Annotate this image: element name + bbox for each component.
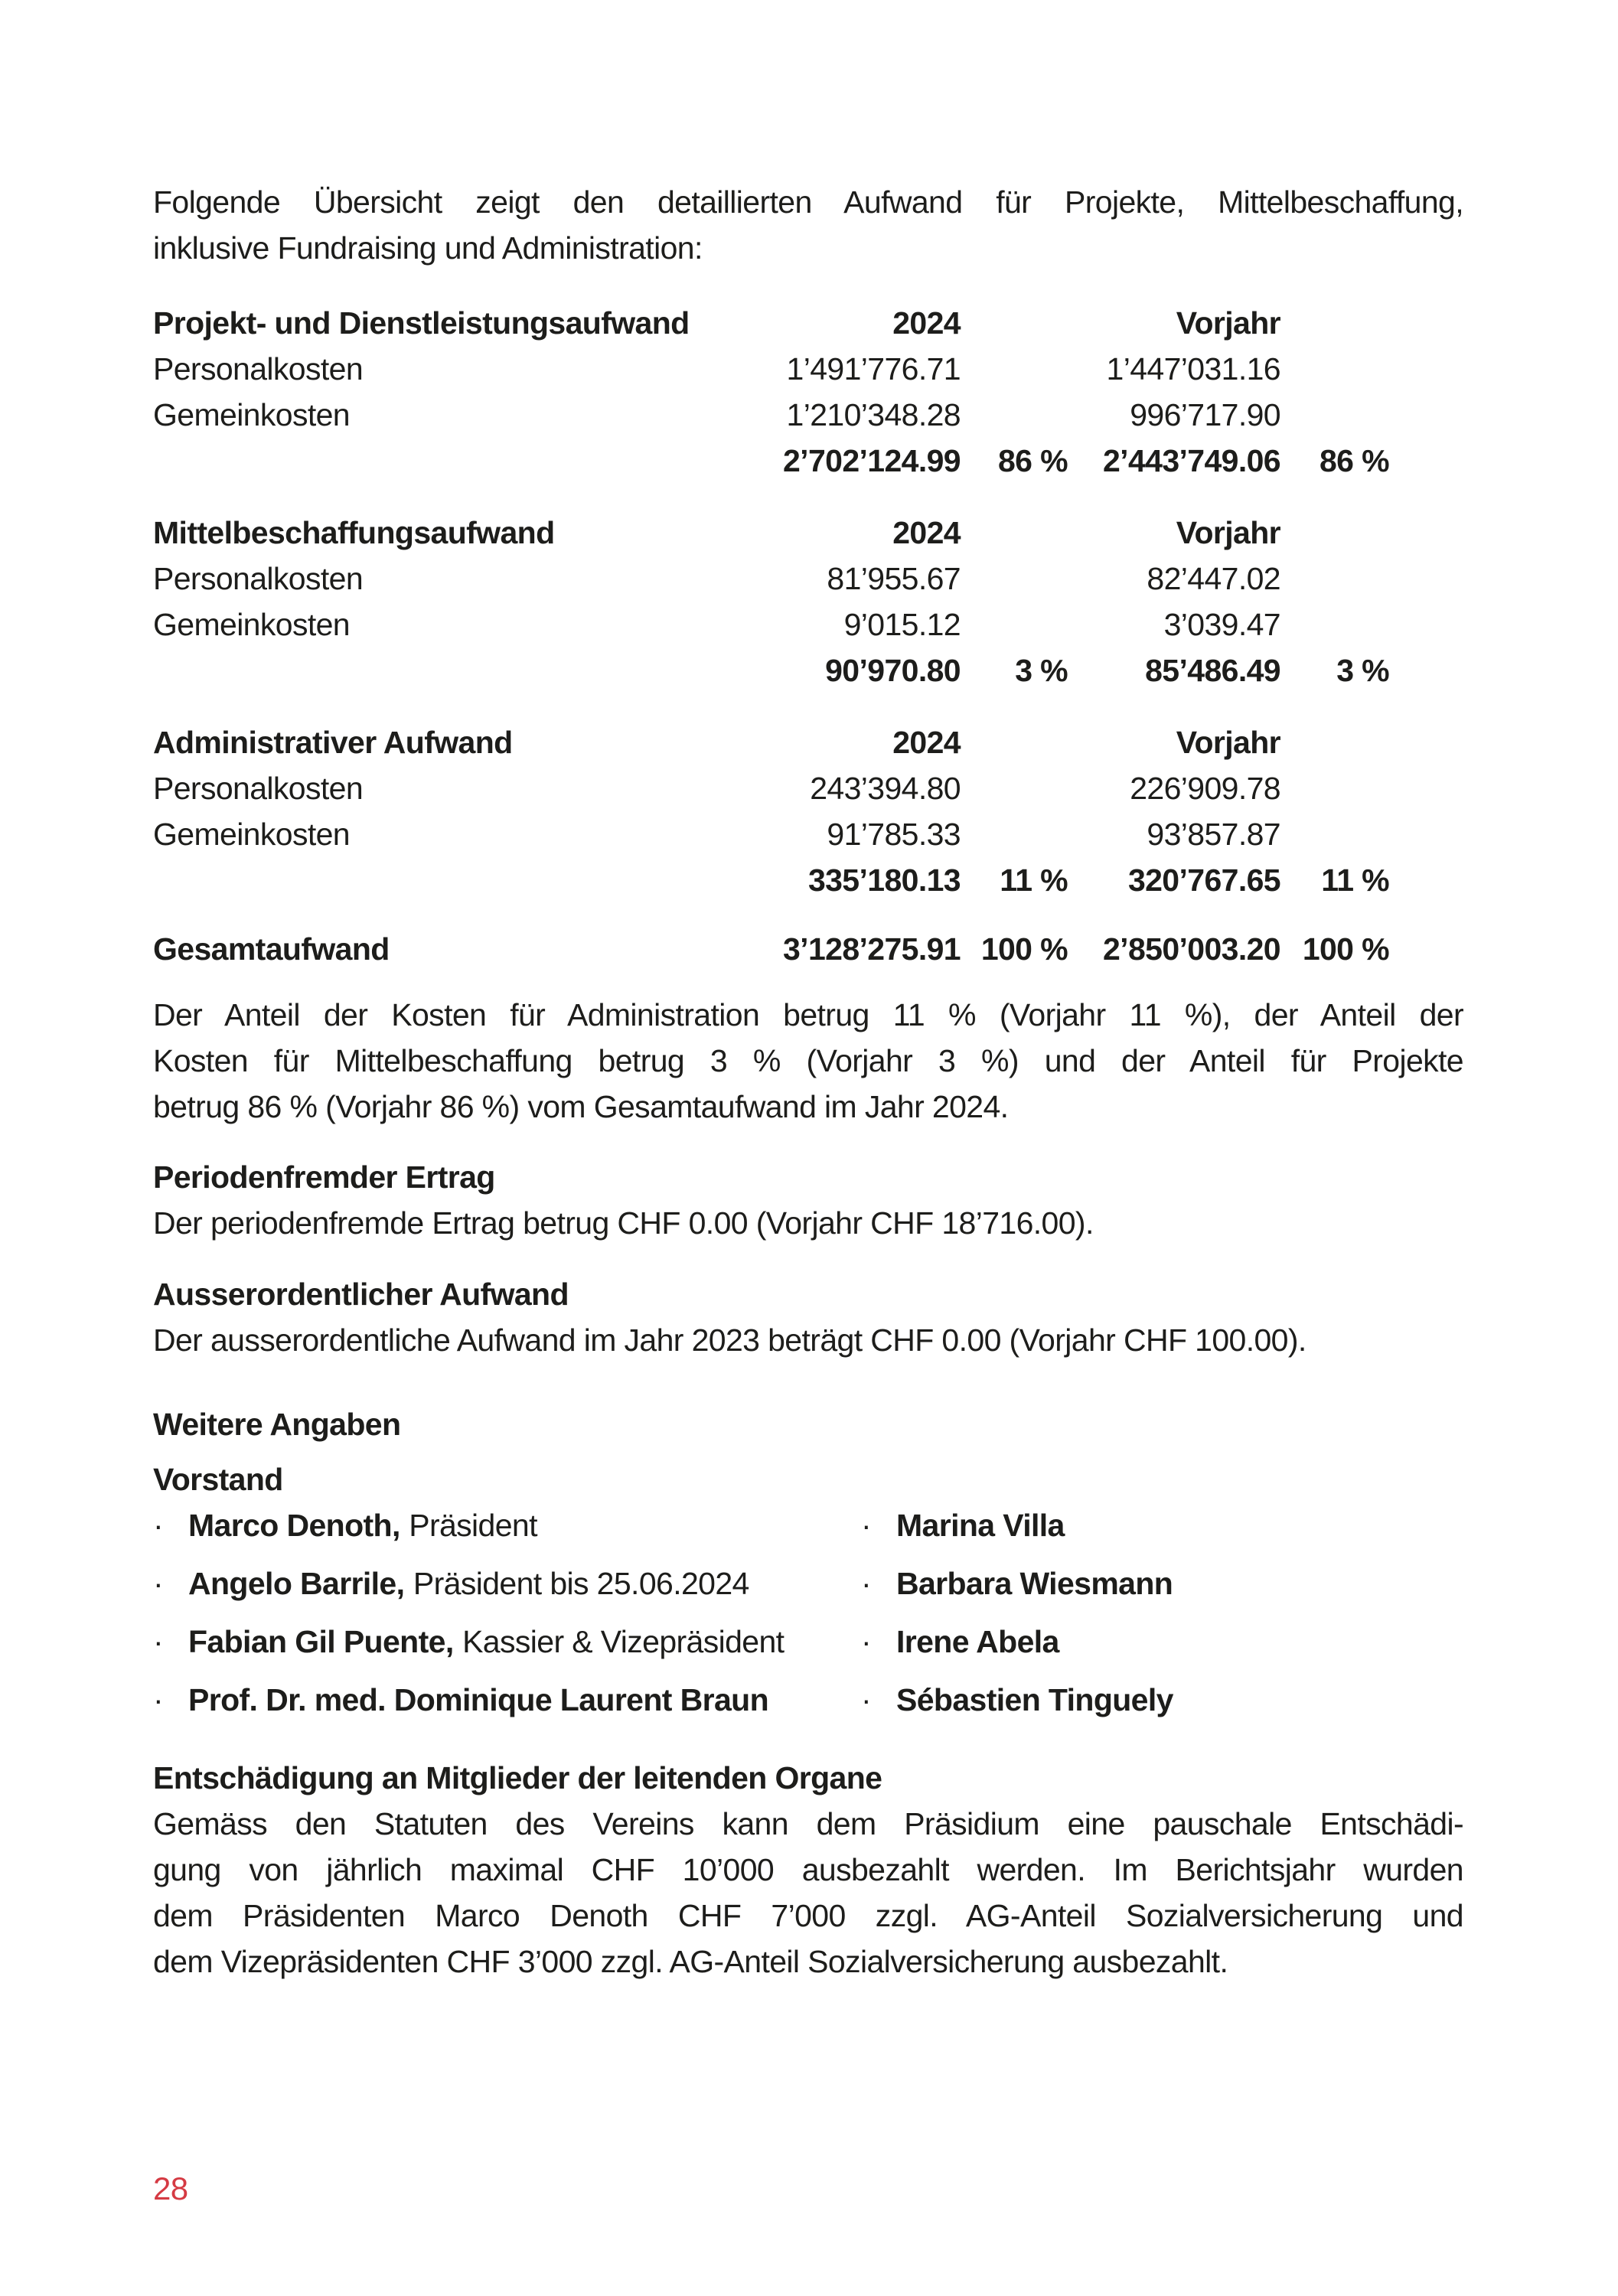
board-member-name: Prof. Dr. med. Dominique Laurent Braun: [188, 1682, 768, 1717]
list-item: [153, 1619, 861, 1665]
grand-total-label: Gesamtaufwand: [153, 931, 390, 967]
board-column-left: [153, 1502, 861, 1735]
table-row: [153, 765, 1463, 811]
intro-paragraph: [153, 179, 1463, 271]
column-header-vorjahr: Vorjahr: [1176, 515, 1280, 550]
grand-total-row: [153, 926, 1463, 972]
paragraph-line: Folgende Übersicht zeigt den detaillierten Aufwand für Projekte, Mittelbeschaffung,: [153, 184, 1463, 220]
table-row: [153, 602, 1463, 647]
board-member-name: Sébastien Tinguely: [896, 1682, 1173, 1717]
column-header-2024: 2024: [892, 305, 961, 341]
board-member-role: Präsident: [409, 1508, 537, 1543]
value-2024: 243’394.80: [810, 771, 961, 806]
bullet-icon: ·: [153, 1624, 164, 1659]
entschaedigung-paragraph: [153, 1801, 1463, 1985]
total-value-vorjahr: 320’767.65: [1127, 863, 1280, 898]
value-2024: 1’210’348.28: [786, 397, 961, 432]
board-member-role: Präsident bis 25.06.2024: [413, 1566, 749, 1601]
bullet-icon: ·: [153, 1682, 164, 1717]
list-item: [153, 1677, 861, 1723]
table-title: Projekt- und Dienstleistungsaufwand: [153, 305, 690, 341]
row-label: [153, 438, 735, 484]
bullet-icon: ·: [153, 1508, 164, 1543]
ausserordentlicher-aufwand-text: [153, 1317, 1463, 1363]
percent-vorjahr: [1280, 811, 1389, 857]
value-vorjahr: 226’909.78: [1130, 771, 1280, 806]
expense-table-mittelbeschaffung: [153, 510, 1463, 693]
column-spacer: [1280, 300, 1389, 346]
row-label: Personalkosten: [153, 351, 364, 386]
column-spacer: [1280, 510, 1389, 556]
value-vorjahr: 82’447.02: [1147, 561, 1280, 596]
paragraph-line: Der periodenfremde Ertrag betrug CHF 0.00 (Vorjahr CHF 18’716.00).: [153, 1205, 1094, 1241]
bullet-icon: ·: [861, 1508, 872, 1543]
heading-weitere-angaben: Weitere Angaben: [153, 1407, 401, 1442]
table-row: [153, 392, 1463, 438]
paragraph-line: inklusive Fundraising und Administration:: [153, 230, 703, 266]
row-label: Gemeinkosten: [153, 397, 350, 432]
column-header-vorjahr: Vorjahr: [1176, 305, 1280, 341]
total-value-2024: 2’702’124.99: [782, 443, 961, 478]
percent-vorjahr: [1280, 346, 1389, 392]
row-label: [153, 647, 735, 693]
expense-table-administrativ: [153, 719, 1463, 903]
total-percent-vorjahr: 3 %: [1336, 653, 1389, 688]
heading-entschaedigung: Entschädigung an Mitglieder der leitenden Organe: [153, 1760, 882, 1795]
board-member-name: Marco Denoth,: [188, 1508, 400, 1543]
total-percent-vorjahr: 11 %: [1321, 863, 1389, 898]
board-member-name: Marina Villa: [896, 1508, 1065, 1543]
paragraph-line: Der ausserordentliche Aufwand im Jahr 2023 beträgt CHF 0.00 (Vorjahr CHF 100.00).: [153, 1322, 1306, 1358]
paragraph-line: Der Anteil der Kosten für Administration betrug 11 % (Vorjahr 11 %), der Anteil der: [153, 997, 1463, 1032]
value-vorjahr: 93’857.87: [1147, 817, 1280, 852]
grand-total-percent-2024: 100 %: [980, 931, 1068, 967]
table-total-row: [153, 647, 1463, 693]
table-header-row: [153, 510, 1463, 556]
list-item: [153, 1561, 861, 1606]
value-vorjahr: 996’717.90: [1130, 397, 1280, 432]
paragraph-line: dem Präsidenten Marco Denoth CHF 7’000 zzgl. AG-Anteil Sozialversicherung und: [153, 1898, 1463, 1933]
board-member: [896, 1561, 1173, 1606]
table-title: Mittelbeschaffungsaufwand: [153, 515, 555, 550]
list-item: [861, 1677, 1463, 1723]
table-row: [153, 346, 1463, 392]
grand-total-value-vorjahr: 2’850’003.20: [1102, 931, 1280, 967]
list-item: [861, 1502, 1463, 1548]
column-spacer: [961, 300, 1068, 346]
percent-2024: [961, 392, 1068, 438]
board-member: [188, 1619, 784, 1665]
total-value-vorjahr: 85’486.49: [1145, 653, 1280, 688]
value-2024: 81’955.67: [827, 561, 961, 596]
value-2024: 91’785.33: [827, 817, 961, 852]
board-column-right: [861, 1502, 1463, 1735]
row-label: Personalkosten: [153, 561, 364, 596]
board-member: [896, 1502, 1065, 1548]
column-spacer: [1280, 719, 1389, 765]
value-2024: 9’015.12: [843, 607, 961, 642]
heading-vorstand: Vorstand: [153, 1462, 283, 1497]
list-item: [861, 1619, 1463, 1665]
total-percent-2024: 86 %: [998, 443, 1068, 478]
row-label: Gemeinkosten: [153, 607, 350, 642]
expense-table-projekt: [153, 300, 1463, 484]
heading-ausserordentlicher-aufwand: Ausserordentlicher Aufwand: [153, 1277, 569, 1312]
column-spacer: [961, 510, 1068, 556]
board-member: [188, 1502, 537, 1548]
total-percent-vorjahr: 86 %: [1320, 443, 1389, 478]
paragraph-line: betrug 86 % (Vorjahr 86 %) vom Gesamtaufwand im Jahr 2024.: [153, 1089, 1009, 1124]
total-value-2024: 335’180.13: [807, 863, 961, 898]
percent-vorjahr: [1280, 392, 1389, 438]
total-value-vorjahr: 2’443’749.06: [1102, 443, 1280, 478]
percent-2024: [961, 602, 1068, 647]
total-value-2024: 90’970.80: [825, 653, 961, 688]
column-spacer: [961, 719, 1068, 765]
table-title: Administrativer Aufwand: [153, 725, 513, 760]
table-header-row: [153, 300, 1463, 346]
value-vorjahr: 1’447’031.16: [1106, 351, 1280, 386]
total-percent-2024: 3 %: [1015, 653, 1068, 688]
bullet-icon: ·: [861, 1566, 872, 1601]
list-item: [861, 1561, 1463, 1606]
heading-periodenfremder-ertrag: Periodenfremder Ertrag: [153, 1159, 495, 1195]
value-vorjahr: 3’039.47: [1163, 607, 1280, 642]
percent-2024: [961, 811, 1068, 857]
percent-2024: [961, 556, 1068, 602]
row-label: Personalkosten: [153, 771, 364, 806]
paragraph-line: gung von jährlich maximal CHF 10’000 ausbezahlt werden. Im Berichtsjahr wurden: [153, 1852, 1463, 1887]
periodenfremder-ertrag-text: [153, 1200, 1463, 1246]
percent-vorjahr: [1280, 556, 1389, 602]
paragraph-line: dem Vizepräsidenten CHF 3’000 zzgl. AG-Anteil Sozialversicherung ausbezahlt.: [153, 1944, 1228, 1979]
board-member-name: Angelo Barrile,: [188, 1566, 405, 1601]
bullet-icon: ·: [861, 1682, 872, 1717]
board-member-name: Irene Abela: [896, 1624, 1059, 1659]
table-row: [153, 556, 1463, 602]
column-header-vorjahr: Vorjahr: [1176, 725, 1280, 760]
page-number: 28: [153, 2170, 188, 2206]
grand-total-percent-vorjahr: 100 %: [1302, 931, 1389, 967]
board-member-role: Kassier & Vizepräsident: [462, 1624, 785, 1659]
board-member: [896, 1677, 1173, 1723]
list-item: [153, 1502, 861, 1548]
column-header-2024: 2024: [892, 725, 961, 760]
percent-2024: [961, 765, 1068, 811]
percent-vorjahr: [1280, 765, 1389, 811]
bullet-icon: ·: [861, 1624, 872, 1659]
value-2024: 1’491’776.71: [786, 351, 961, 386]
column-header-2024: 2024: [892, 515, 961, 550]
total-percent-2024: 11 %: [1000, 863, 1068, 898]
cost-share-paragraph: [153, 992, 1463, 1130]
board-member-name: Barbara Wiesmann: [896, 1566, 1173, 1601]
board-member-list: [153, 1502, 1463, 1735]
table-header-row: [153, 719, 1463, 765]
bullet-icon: ·: [153, 1566, 164, 1601]
grand-total-value-2024: 3’128’275.91: [782, 931, 961, 967]
table-total-row: [153, 857, 1463, 903]
percent-2024: [961, 346, 1068, 392]
page-content: [153, 0, 1463, 1985]
paragraph-line: Gemäss den Statuten des Vereins kann dem Präsidium eine pauschale Entschädi-: [153, 1806, 1463, 1841]
board-member: [188, 1677, 768, 1723]
board-member: [188, 1561, 749, 1606]
row-label: Gemeinkosten: [153, 817, 350, 852]
table-total-row: [153, 438, 1463, 484]
paragraph-line: Kosten für Mittelbeschaffung betrug 3 % (Vorjahr 3 %) und der Anteil für Projekte: [153, 1043, 1463, 1078]
table-row: [153, 811, 1463, 857]
board-member: [896, 1619, 1059, 1665]
board-member-name: Fabian Gil Puente,: [188, 1624, 454, 1659]
percent-vorjahr: [1280, 602, 1389, 647]
row-label: [153, 857, 735, 903]
